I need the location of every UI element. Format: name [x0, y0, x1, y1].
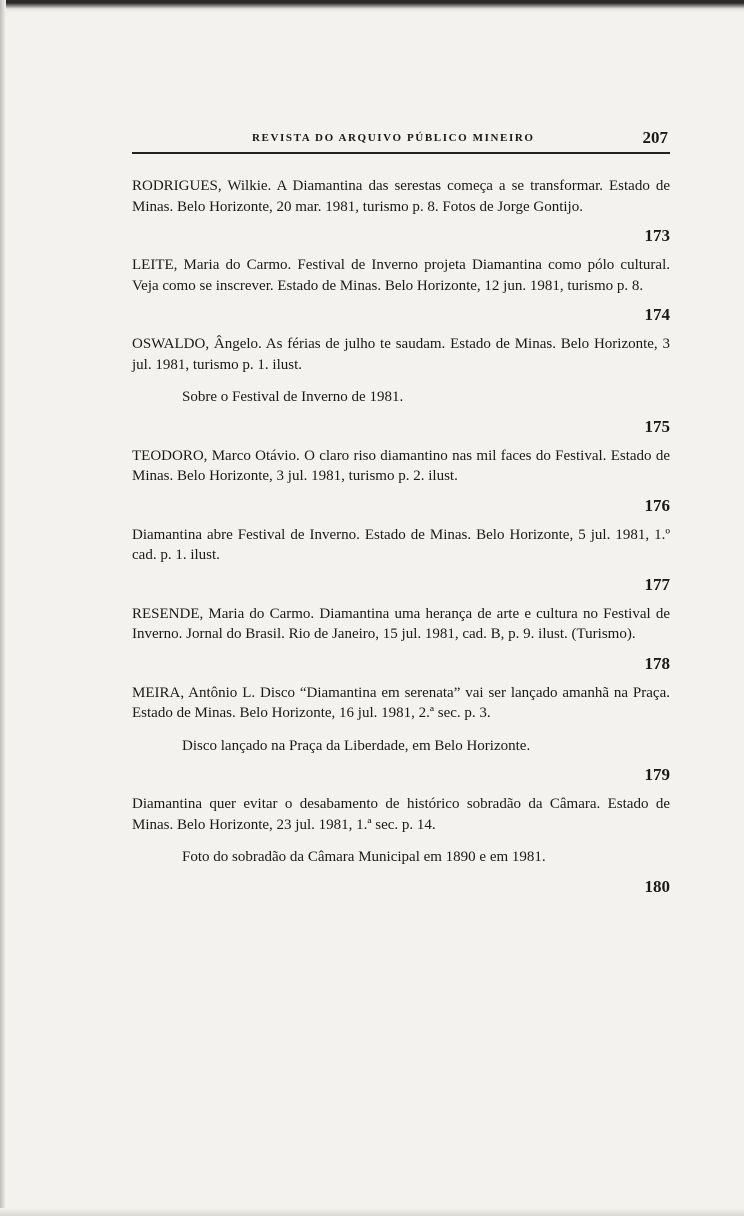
entry-citation: TEODORO, Marco Otávio. O claro riso diamantino nas mil faces do Festival. Estado de Minas. Belo Horizonte, 3 jul. 1981, turismo p. 2. ilust.	[132, 447, 670, 484]
bibliography-entry	[132, 176, 670, 247]
scan-edge-left	[0, 0, 6, 1216]
entry-number: 179	[644, 765, 670, 784]
scan-edge-top	[0, 0, 744, 14]
entry-citation: OSWALDO, Ângelo. As férias de julho te saudam. Estado de Minas. Belo Horizonte, 3 jul. 1981, turismo p. 1. ilust.	[132, 336, 670, 373]
entry-number: 177	[644, 574, 670, 594]
page-number: 207	[642, 128, 668, 147]
entry-number: 176	[644, 495, 670, 515]
entry-citation: LEITE, Maria do Carmo. Festival de Inverno projeta Diamantina como pólo cultural. Veja como se inscrever. Estado de Minas. Belo Horizonte, 12 jun. 1981, turismo p. 8.	[132, 257, 670, 294]
entry-note: Sobre o Festival de Inverno de 1981.	[182, 389, 404, 405]
entry-citation: RESENDE, Maria do Carmo. Diamantina uma herança de arte e cultura no Festival de Inverno. Jornal do Brasil. Rio de Janeiro, 15 jul. 1981, cad. B, p. 9. ilust. (Turismo).	[132, 605, 670, 642]
bibliography-entry	[132, 525, 670, 596]
entry-citation: MEIRA, Antônio L. Disco “Diamantina em serenata” vai ser lançado amanhã na Praça. Estado de Minas. Belo Horizonte, 16 jul. 1981, 2.ª sec. p. 3.	[132, 684, 670, 721]
entry-note: Disco lançado na Praça da Liberdade, em Belo Horizonte.	[182, 737, 531, 754]
bibliography-list	[132, 176, 670, 898]
entry-citation: Diamantina quer evitar o desabamento de histórico sobradão da Câmara. Estado de Minas. Belo Horizonte, 23 jul. 1981, 1.ª sec. p. 14.	[132, 796, 670, 833]
entry-number: 174	[644, 305, 670, 324]
bibliography-entry	[132, 255, 670, 326]
bibliography-entry	[132, 604, 670, 675]
journal-title: REVISTA DO ARQUIVO PÚBLICO MINEIRO	[252, 132, 535, 144]
entry-note: Foto do sobradão da Câmara Municipal em 1890 e em 1981.	[182, 849, 546, 865]
entry-citation: RODRIGUES, Wilkie. A Diamantina das serestas começa a se transformar. Estado de Minas. Belo Horizonte, 20 mar. 1981, turismo p. 8. Fotos de Jorge Gontijo.	[132, 178, 670, 215]
entry-number: 180	[644, 876, 670, 896]
entry-number: 173	[644, 226, 670, 245]
entry-number: 175	[644, 416, 670, 436]
scan-edge-bottom	[0, 1208, 744, 1216]
running-header	[132, 128, 670, 154]
document-page	[132, 128, 670, 906]
bibliography-entry	[132, 446, 670, 517]
bibliography-entry	[132, 683, 670, 787]
entry-number: 178	[644, 653, 670, 673]
entry-citation: Diamantina abre Festival de Inverno. Estado de Minas. Belo Horizonte, 5 jul. 1981, 1.º cad. p. 1. ilust.	[132, 526, 670, 563]
bibliography-entry	[132, 794, 670, 898]
bibliography-entry	[132, 334, 670, 438]
